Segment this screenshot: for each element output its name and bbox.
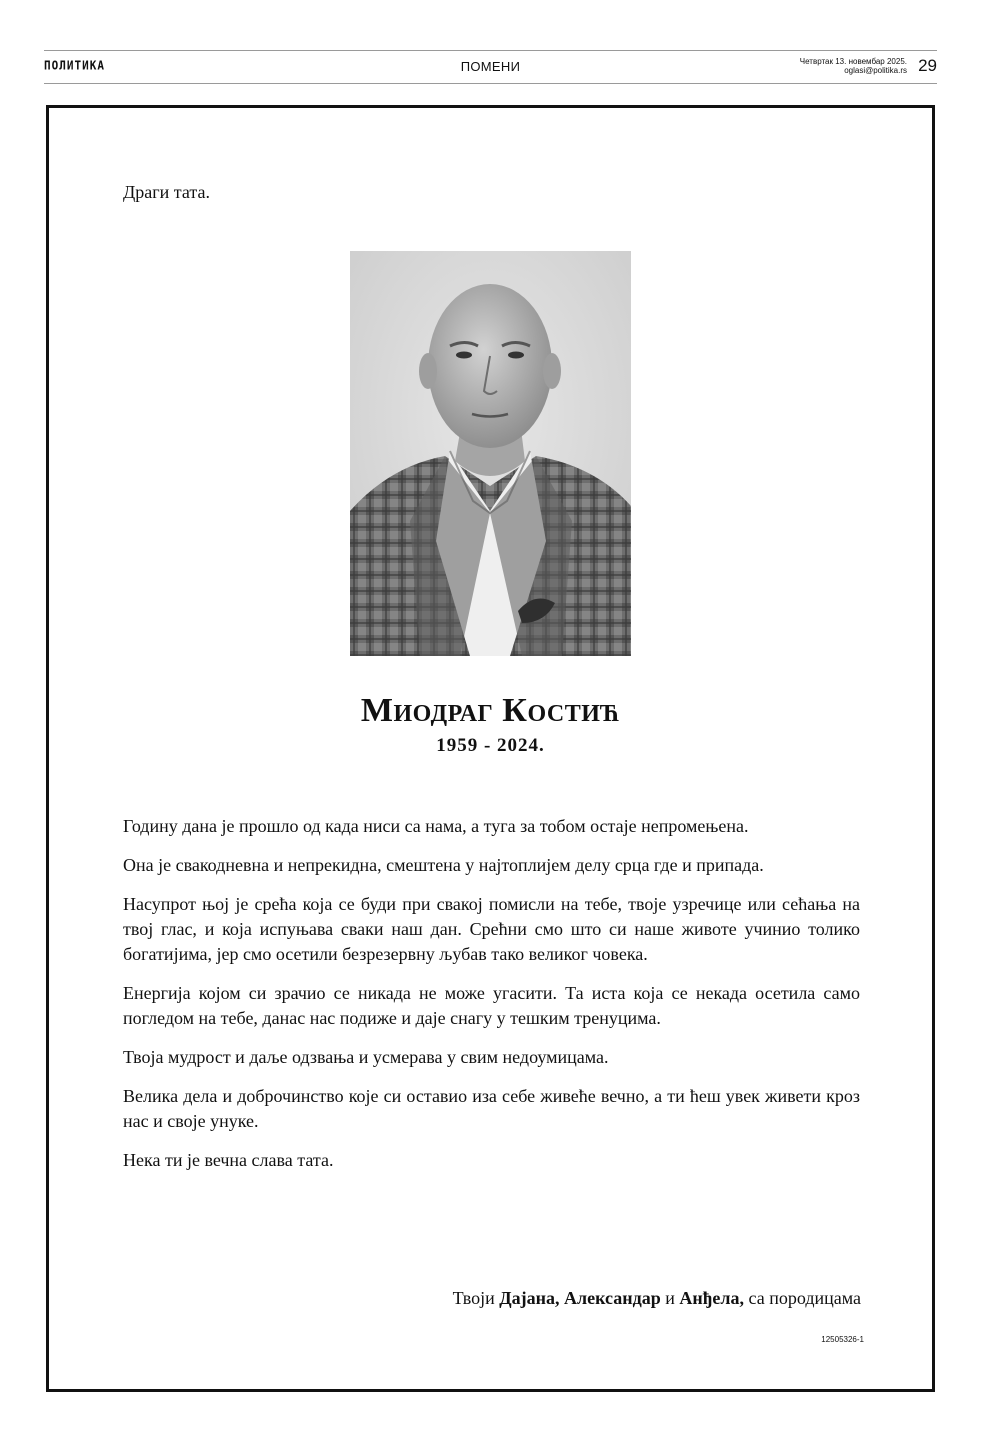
memorial-notice-frame (46, 105, 935, 1392)
masthead-logo: ПОЛИТИКА (44, 58, 105, 73)
signature (453, 1288, 861, 1309)
notice-paragraph: Нека ти је вечна слава тата. (123, 1150, 334, 1170)
notice-paragraph: Велика дела и доброчинство које си оставио иза себе живеће вечно, а ти ћеш увек живети кроз нас и своје унуке. (123, 1086, 860, 1131)
notice-paragraph: Твоја мудрост и даље одзвања и усмерава у свим недоумицама. (123, 1047, 609, 1067)
issue-date: Четвртак 13. новембар 2025. (799, 57, 907, 66)
ad-number: 12505326-1 (821, 1335, 864, 1344)
notice-paragraph: Енергија којом си зрачио се никада не може угасити. Та иста која се некада осетила само погледом на тебе, данас нас подиже и даје снагу у тешким тренуцима. (123, 983, 860, 1028)
notice-paragraph: Она је свакодневна и непрекидна, смештена у најтоплијем делу срца где и припада. (123, 855, 764, 875)
notice-body (123, 814, 860, 1187)
signature-conj: и (665, 1288, 675, 1308)
portrait-photo (350, 251, 631, 656)
signature-name-dajana: Дајана, (499, 1288, 560, 1308)
page-number: 29 (918, 56, 937, 75)
contact-email: oglasi@politika.rs (844, 66, 907, 75)
life-years: 1959 - 2024. (436, 735, 545, 756)
notice-paragraph: Насупрот њој је срећа која се буди при свакој помисли на тебе, твоје узречице или сећања на твој глас, и која испуњава сваки наш дан. Срећни смо што си наше животе учинио толико богатијима, јер смо осетили безрезервну љубав тако великог човека. (123, 894, 860, 964)
section-title: ПОМЕНИ (460, 59, 521, 74)
signature-name-andjela: Анђела, (679, 1288, 745, 1308)
page-header (44, 50, 937, 84)
notice-paragraph: Годину дана је прошло од када ниси са нама, а туга за тобом остаје непромењена. (123, 816, 749, 836)
greeting: Драги тата. (123, 182, 210, 202)
signature-name-aleksandar: Александар (564, 1288, 661, 1308)
portrait-illustration (350, 251, 631, 656)
deceased-name: Миодраг Костић (360, 692, 621, 729)
signature-prefix: Твоји (452, 1288, 500, 1308)
header-meta (800, 57, 907, 75)
signature-suffix: са породицама (748, 1288, 861, 1308)
